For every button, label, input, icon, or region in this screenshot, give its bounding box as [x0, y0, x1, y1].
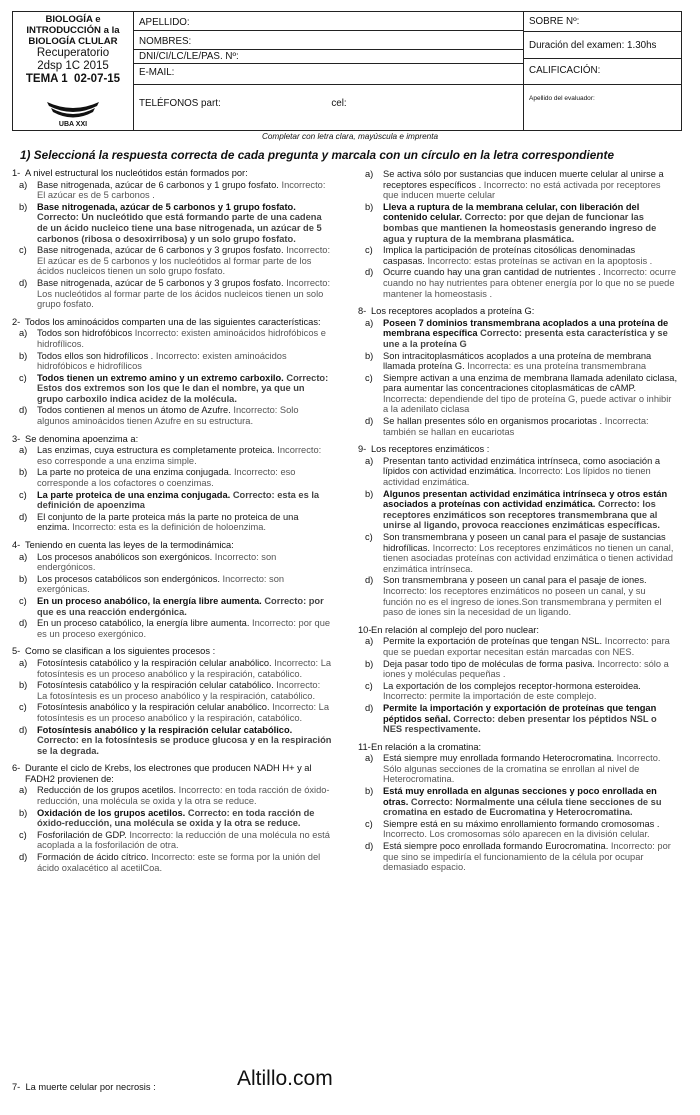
subject-line-3: BIOLOGÍA CLULAR	[28, 36, 118, 47]
option-letter: b)	[19, 201, 28, 212]
option-feedback: Incorrecto: estas proteínas se activan en la apoptosis .	[427, 255, 653, 266]
option-feedback: Incorrecto: eso corresponde a una enzima simple.	[37, 445, 322, 466]
question-stem	[12, 434, 332, 445]
option-letter: c)	[365, 818, 373, 829]
answer-option[interactable]	[12, 351, 332, 372]
option-feedback: Correcto: por que dejan de funcionar las bombas que mantienen la homeostasis generando ingreso de agua y ruptura de la membrana plasmática.	[383, 212, 657, 244]
tema-label: TEMA 1	[25, 73, 68, 85]
logo-text: UBA XXI	[58, 121, 88, 128]
question-number: 3-	[12, 433, 21, 444]
answer-option[interactable]	[358, 636, 678, 657]
option-feedback: Incorrecto: permite la importación de este complejo.	[383, 691, 597, 702]
sobre-field: SOBRE Nº:	[524, 12, 681, 32]
question-block	[12, 646, 332, 756]
option-text: Siempre activan a una enzima de membrana llamada adenilato ciclasa, para aumentar las concentraciones citoplasmáticas de cAMP.	[383, 372, 678, 394]
answer-option[interactable]	[358, 351, 678, 372]
grading-box	[524, 12, 681, 130]
dni-field[interactable]: DNI/CI/LC/LE/PAS. Nº:	[134, 50, 523, 64]
option-feedback: Incorrecto: esta es la definición de holoenzima.	[72, 522, 266, 533]
answer-option[interactable]	[12, 785, 332, 806]
answer-option[interactable]	[12, 180, 332, 201]
answer-option[interactable]	[358, 202, 678, 244]
option-text: Permite la exportación de proteínas que tengan NSL.	[383, 636, 603, 647]
answer-option[interactable]	[358, 532, 678, 574]
question-number: 2-	[12, 316, 21, 327]
telefonos-row	[134, 85, 523, 114]
question-number: 9-	[358, 444, 367, 455]
answer-option[interactable]	[12, 852, 332, 873]
option-feedback: Correcto: Un nucleótido que está formando parte de una cadena de un ácido nucleico tiene una base nitrogenada, un azúcar de 5 carbonos (ribosa o desoxirribosa) y un solo grupo fosfato.	[37, 212, 322, 244]
question-block	[358, 306, 678, 437]
question-7-stem	[12, 1082, 156, 1092]
cel-field[interactable]: cel:	[331, 98, 347, 109]
question-text: A nivel estructural los nucleótidos están formados por:	[25, 168, 248, 178]
option-text: Los procesos anabólicos son exergónicos.	[37, 551, 213, 562]
option-letter: c)	[19, 702, 27, 713]
option-text: La parte proteica de una enzima conjugada.	[37, 489, 231, 500]
option-letter: d)	[19, 277, 28, 288]
question-text: Como se clasifican a los siguientes procesos :	[25, 646, 216, 657]
option-feedback: Incorrecta: dependiende del tipo de proteína G, puede activar o inhibir a la adenilato ciclasa	[383, 393, 672, 415]
section-title: 1) Seleccioná la respuesta correcta de cada pregunta y marcala con un círculo en la letra correspondiente	[20, 148, 615, 162]
option-letter: b)	[19, 680, 28, 691]
tema-line	[13, 73, 133, 86]
option-feedback: Correcto: en toda racción de óxido-reducción, una molécula se oxida y la otra se reduce.	[37, 807, 315, 829]
option-text: Fotosíntesis anabólico y la respiración celular anabólico.	[37, 702, 270, 713]
option-letter: b)	[365, 488, 374, 499]
option-letter: c)	[365, 245, 373, 256]
question-stem	[358, 306, 678, 317]
option-feedback: Incorrecto: existen aminoácidos hidrofóbicos e hidrofílicos.	[37, 328, 326, 349]
fill-instructions: Completar con letra clara, mayúscula e imprenta	[261, 132, 439, 141]
answer-option[interactable]	[12, 328, 332, 349]
subject-line-1: BIOLOGÍA e	[45, 14, 101, 25]
question-stem	[358, 625, 678, 636]
option-text: Fotosíntesis catabólico y la respiración celular catabólico.	[37, 680, 274, 691]
uba-xxi-logo	[41, 100, 105, 128]
option-feedback: Incorrecto: este se forma por la unión del ácido oxalacético al acetilCoa.	[37, 852, 321, 873]
option-feedback: Incorrecto: Los receptores enzimáticos no tienen un canal, tienen asociadas proteínas con actividad enzimática o tienen actividad enzimática intrínseca.	[383, 542, 674, 574]
option-text: Está siempre poco enrollada formando Eurocromatina.	[383, 841, 609, 852]
option-letter: d)	[19, 511, 28, 522]
option-letter: b)	[365, 350, 374, 361]
answer-option[interactable]	[12, 512, 332, 533]
nombres-field[interactable]: NOMBRES:	[134, 31, 523, 50]
option-text: Permite la importación y exportación de proteínas que tengan péptidos señal.	[383, 702, 657, 724]
option-letter: b)	[19, 573, 28, 584]
question-text: Durante el ciclo de Krebs, los electrones que producen NADH H+ y al FADH2 provienen de:	[25, 763, 312, 784]
option-text: El conjunto de la parte proteica más la parte no proteica de una enzima.	[37, 511, 299, 533]
option-feedback: Incorrecto: sólo a iones y moléculas pequeñas .	[383, 658, 669, 680]
duracion-text: Duración del examen: 1.30hs	[524, 32, 681, 59]
option-letter: b)	[365, 201, 374, 212]
question-block	[12, 317, 332, 427]
option-feedback: Incorrecto: Solo algunos aminoácidos tienen Azufre en su estructura.	[37, 405, 299, 427]
option-feedback: Incorrecto: La fotosíntesis es un proceso anabólico y la respiración, catabólico.	[37, 657, 332, 679]
option-feedback: Correcto: los receptores enzimáticos son receptores transmembrana que al unirse al ligando, provoca reacciones enzimáticas específicas.	[383, 499, 660, 531]
question-block	[12, 763, 332, 873]
answer-option[interactable]	[358, 819, 678, 840]
answer-option[interactable]	[12, 445, 332, 466]
option-letter: c)	[19, 245, 27, 256]
answer-option[interactable]	[358, 245, 678, 266]
question-block	[358, 444, 678, 618]
question-stem	[12, 763, 332, 784]
answer-option[interactable]	[12, 574, 332, 595]
option-feedback: Incorrecta: también se hallan en eucariotas	[383, 416, 649, 437]
option-text: Lleva a ruptura de la membrana celular, con liberación del contenido celular.	[383, 201, 640, 223]
option-text: Se hallan presentes sólo en organismos procariotas .	[383, 416, 603, 427]
option-feedback: Incorrecto. Los cromosomas sólo aparecen en la división celular.	[383, 829, 650, 840]
answer-option[interactable]	[358, 841, 678, 873]
option-letter: a)	[365, 753, 374, 764]
question-stem	[12, 168, 332, 179]
option-text: Oxidación de los grupos acetilos.	[37, 807, 186, 818]
answer-option[interactable]	[358, 659, 678, 680]
option-feedback: Incorrecto: no está activada por receptores que inducen muerte celular	[383, 179, 661, 201]
option-letter: b)	[19, 467, 28, 478]
option-letter: d)	[19, 724, 28, 735]
question-block	[358, 625, 678, 735]
option-text: Está muy enrollada en algunas secciones y poco enrollada en otras.	[383, 786, 657, 807]
answer-option[interactable]	[358, 456, 678, 488]
question-text: Los receptores enzimáticos :	[371, 444, 490, 455]
option-text: Todos son hidrofóbicos	[37, 328, 133, 339]
answer-option[interactable]	[358, 267, 678, 299]
question-block	[12, 540, 332, 639]
question-text: En relación al complejo del poro nuclear:	[371, 624, 539, 635]
option-text: Todos contienen al menos un átomo de Azufre.	[37, 405, 231, 416]
option-text: En un proceso anabólico, la energía libre aumenta.	[37, 595, 262, 606]
question-block	[12, 168, 332, 310]
question-number: 4-	[12, 540, 21, 550]
answer-option[interactable]	[358, 373, 678, 415]
question-block-7-options	[358, 169, 678, 299]
answer-option[interactable]	[12, 405, 332, 426]
question-number: 11-	[358, 741, 371, 752]
option-letter: a)	[365, 636, 374, 647]
option-letter: d)	[19, 405, 28, 416]
option-text: Base nitrogenada, azúcar de 6 carbonos y 3 grupos fosfato.	[37, 245, 284, 256]
question-stem	[12, 540, 332, 551]
option-feedback: Correcto: por que es una reacción endergónica.	[37, 595, 324, 617]
option-text: Fosforilación de GDP.	[37, 829, 127, 840]
option-text: Los procesos catabólicos son endergónicos.	[37, 573, 220, 584]
question-number: 8-	[358, 306, 367, 317]
option-letter: c)	[365, 532, 373, 542]
option-letter: a)	[19, 328, 28, 339]
question-stem	[12, 317, 332, 328]
option-letter: c)	[365, 680, 373, 691]
option-letter: d)	[365, 416, 374, 427]
answer-option[interactable]	[12, 596, 332, 617]
option-text: Formación de ácido cítrico.	[37, 852, 149, 863]
option-letter: d)	[365, 575, 374, 586]
answer-option[interactable]	[358, 575, 678, 617]
question-number: 1-	[12, 168, 21, 178]
option-letter: c)	[365, 372, 373, 383]
question-text: Teniendo en cuenta las leyes de la termodinámica:	[25, 540, 234, 550]
option-feedback: Correcto: en la fotosíntesis se produce glucosa y en la respiración se la degrada.	[37, 735, 332, 756]
left-column	[12, 168, 332, 880]
question-7-text: La muerte celular por necrosis :	[25, 1082, 156, 1092]
option-text: La exportación de los complejos receptor-hormona esteroidea.	[383, 680, 641, 691]
option-text: Reducción de los grupos acetilos.	[37, 785, 177, 796]
option-text: Base nitrogenada, azúcar de 5 carbonos y 3 grupos fosfato.	[37, 277, 284, 288]
question-text: En relación a la cromatina:	[371, 741, 482, 752]
option-feedback: Incorrecto: Los lípidos no tienen actividad enzimática.	[383, 466, 651, 488]
answer-option[interactable]	[358, 753, 678, 785]
option-text: Las enzimas, cuya estructura es completamente proteica.	[37, 445, 275, 456]
subject-line-2: INTRODUCCIÓN a la	[26, 25, 120, 36]
option-feedback: Incorrecto: la reducción de una molécula no está acoplada a la fosforilación de otra.	[37, 829, 330, 851]
option-text: Fotosíntesis anabólico y la respiración celular catabólico.	[37, 724, 293, 735]
answer-option[interactable]	[358, 416, 678, 437]
option-letter: c)	[19, 829, 27, 840]
option-letter: a)	[365, 317, 374, 328]
question-number: 10-	[358, 624, 372, 635]
option-feedback: Incorrecto: eso corresponde a los cofactores o coenzimas.	[37, 467, 296, 489]
option-feedback: Incorrecto: El azúcar es de 5 carbonos y los nucleótidos al formar parte de los ácidos nucleicos tienen un solo grupo fosfato.	[37, 245, 331, 277]
question-7-number: 7-	[12, 1082, 21, 1092]
option-text: Se activa sólo por sustancias que inducen muerte celular al unirse a receptores específicos .	[383, 169, 664, 190]
option-letter: d)	[19, 618, 28, 629]
right-column	[358, 168, 678, 880]
option-text: La parte no proteica de una enzima conjugada.	[37, 467, 232, 478]
answer-option[interactable]	[12, 373, 332, 405]
exam-info-box	[13, 12, 134, 130]
answer-option[interactable]	[12, 202, 332, 244]
option-text: Son transmembrana y poseen un canal para el pasaje de sustancias hidrofílicas.	[383, 532, 666, 553]
question-block	[12, 434, 332, 533]
option-feedback: Incorrecto: son exergónicas.	[37, 573, 285, 595]
answer-option[interactable]	[12, 278, 332, 310]
option-letter: d)	[365, 267, 374, 278]
option-feedback: Incorrecto: en toda racción de óxido-reducción, una molécula se oxida y la otra se reduce.	[37, 785, 330, 807]
option-letter: a)	[365, 455, 374, 466]
option-feedback: Incorrecto: La fotosíntesis es un proceso anabólico y la respiración, catabólico.	[37, 680, 321, 701]
answer-option[interactable]	[12, 830, 332, 851]
option-feedback: Incorrecto: por que sino se impediría el funcionamiento de la célula por ocupar demasiado espacio.	[383, 841, 671, 873]
exam-type: Recuperatorio	[36, 47, 110, 59]
option-letter: c)	[19, 595, 27, 606]
answer-option[interactable]	[12, 725, 332, 757]
option-letter: b)	[365, 658, 374, 669]
question-text: Se denomina apoenzima a:	[25, 433, 139, 444]
option-letter: a)	[19, 657, 28, 668]
answer-option[interactable]	[358, 703, 678, 735]
option-letter: c)	[19, 372, 27, 383]
answer-option[interactable]	[358, 169, 678, 201]
option-letter: b)	[365, 786, 374, 797]
option-letter: a)	[19, 445, 28, 456]
option-feedback: Incorrecto: El azúcar es de 5 carbonos .	[37, 179, 326, 201]
answer-option[interactable]	[358, 318, 678, 350]
option-letter: a)	[19, 551, 28, 562]
option-feedback: Incorrecto. Sólo algunas secciones de la cromatina se enrollan al nivel de Heterocromatina.	[383, 753, 661, 785]
option-text: Deja pasar todo tipo de moléculas de forma pasiva.	[383, 658, 595, 669]
answer-option[interactable]	[12, 490, 332, 511]
answer-option[interactable]	[12, 467, 332, 488]
option-letter: d)	[365, 702, 374, 713]
option-feedback: Incorrecto: los receptores enzimáticos no poseen un canal, y su función no es el ingreso de iones.Son transmembrana y permiten el paso de iones sin la necesidad de un ligando.	[383, 585, 662, 618]
question-stem	[358, 742, 678, 753]
email-field[interactable]: E-MAIL:	[134, 64, 523, 85]
question-text: Todos los aminoácidos comparten una de las siguientes características:	[25, 316, 321, 327]
exam-header	[12, 11, 682, 131]
option-feedback: Correcto: presenta esta característica y se une a la proteína G	[383, 328, 668, 349]
option-feedback: Correcto: Normalmente una célula tiene secciones de su cromatina en estado de Eucromatina y Heterocromatina.	[383, 796, 662, 818]
answer-option[interactable]	[12, 552, 332, 573]
option-feedback: Incorrecto: Los nucleótidos al formar parte de los ácidos nucleicos tienen un solo grupo fosfato.	[37, 277, 331, 310]
watermark: Altillo.com	[237, 1067, 333, 1090]
option-feedback: Correcto: deben presentar los péptidos NSL o NES respectivamente.	[383, 713, 657, 735]
answer-option[interactable]	[358, 489, 678, 531]
answer-option[interactable]	[12, 702, 332, 723]
question-number: 6-	[12, 763, 21, 774]
option-feedback: Incorrecto: para que se puedan exportar necesitan están marcadas con NES.	[383, 636, 670, 657]
option-feedback: Incorrecto: La fotosíntesis es un proceso anabólico y la respiración, catabólico.	[37, 702, 329, 723]
option-text: Algunos presentan actividad enzimática intrínseca y otros están asociados a proteínas con actividad enzimática.	[383, 488, 668, 510]
answer-option[interactable]	[358, 681, 678, 702]
option-text: Todos tienen un extremo amino y un extremo carboxilo.	[37, 372, 284, 383]
answer-option[interactable]	[12, 245, 332, 277]
answer-option[interactable]	[12, 658, 332, 679]
telefonos-field[interactable]: TELÉFONOS part:	[139, 98, 221, 109]
option-feedback: Incorrecta: es una proteína transmembrana	[467, 361, 647, 372]
evaluador-field: Apellido del evaluador:	[529, 95, 595, 102]
answer-option[interactable]	[358, 786, 678, 818]
exam-term: 2dsp 1C 2015	[37, 60, 109, 72]
apellido-field[interactable]: APELLIDO:	[134, 12, 523, 31]
option-letter: b)	[19, 350, 28, 361]
option-text: Todos ellos son hidrofílicos .	[37, 350, 154, 361]
option-feedback: Incorrecto: por que es un proceso exergónico.	[37, 618, 331, 639]
exam-date: 02-07-15	[74, 73, 121, 85]
option-feedback: Correcto: Estos dos extremos son los que le dan el nombre, ya que un grupo carboxilo indica acidez de la molécula.	[37, 372, 329, 404]
option-feedback: Incorrecto: ocurre cuando no hay nutrientes para obtener energía por lo que no se puede mantener la homeostasis .	[383, 267, 677, 299]
option-letter: d)	[19, 852, 28, 863]
option-feedback: Incorrecto: existen aminoácidos hidrofóbicos e hidrofílicos	[37, 350, 287, 372]
question-block	[358, 742, 678, 873]
option-letter: b)	[19, 807, 28, 818]
option-text: Son transmembrana y poseen un canal para el pasaje de iones.	[383, 575, 647, 586]
option-feedback: Correcto: esta es la definición de apoenzima	[37, 489, 320, 511]
calificacion-field: CALIFICACIÓN:	[524, 59, 681, 85]
option-text: Son intracitoplasmáticos acoplados a una proteína de membrana llamada proteína G.	[383, 350, 652, 372]
student-fields	[134, 12, 524, 130]
option-letter: a)	[19, 785, 28, 796]
option-text: Está siempre muy enrollada formando Heterocromatina.	[383, 753, 614, 764]
option-text: Poseen 7 dominios transmembrana acoplados a una proteína de membrana específica	[383, 317, 669, 339]
answer-option[interactable]	[12, 680, 332, 701]
option-text: Base nitrogenada, azúcar de 5 carbonos y 1 grupo fosfato.	[37, 201, 296, 212]
option-letter: c)	[19, 489, 27, 500]
option-letter: a)	[365, 169, 374, 179]
option-feedback: Incorrecto: son endergónicos.	[37, 551, 277, 573]
option-letter: a)	[19, 179, 28, 190]
answer-option[interactable]	[12, 618, 332, 639]
option-text: Presentan tanto actividad enzimática intrínseca, como asociación a lípidos con actividad enzimática.	[383, 455, 660, 477]
option-text: Base nitrogenada, azúcar de 6 carbonos y 1 grupo fosfato.	[37, 179, 279, 190]
option-text: Fotosíntesis catabólico y la respiración celular anabólico.	[37, 657, 272, 668]
option-text: En un proceso catabólico, la energía libre aumenta.	[37, 618, 250, 629]
question-stem	[12, 646, 332, 657]
question-text: Los receptores acoplados a proteína G:	[371, 306, 535, 317]
question-number: 5-	[12, 646, 21, 657]
option-text: Siempre está en su máximo enrollamiento formando cromosomas .	[383, 818, 660, 829]
question-stem	[358, 444, 678, 455]
option-text: Implica la participación de proteínas citosólicas denominadas caspasas.	[383, 245, 636, 266]
option-letter: d)	[365, 841, 374, 852]
option-text: Ocurre cuando hay una gran cantidad de nutrientes .	[383, 267, 601, 278]
answer-option[interactable]	[12, 808, 332, 829]
